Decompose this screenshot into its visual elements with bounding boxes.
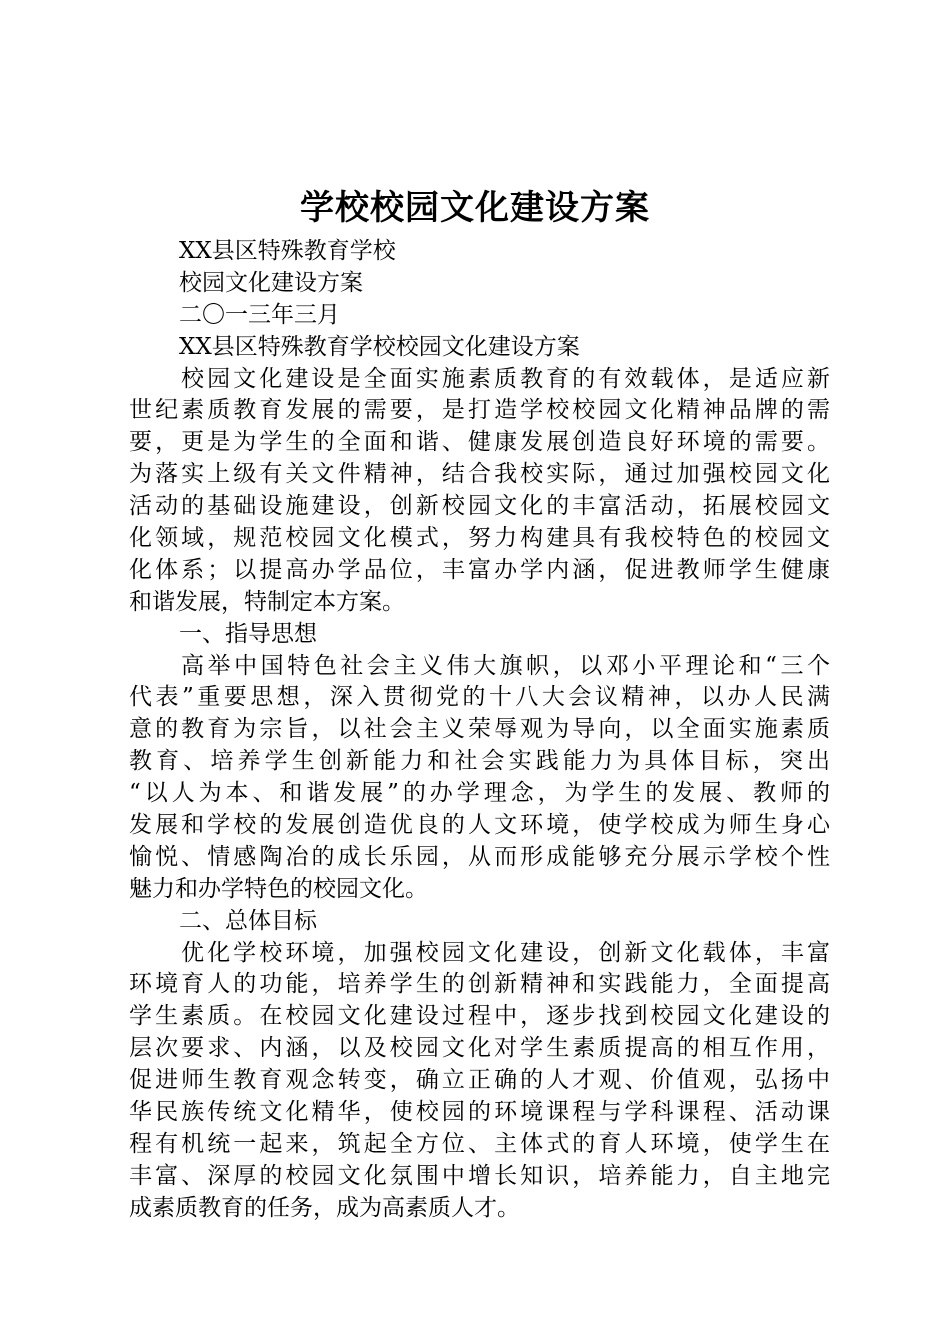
section1-line: 愉悦、情感陶冶的成长乐园，从而形成能够充分展示学校个性	[129, 843, 830, 870]
section1-line: 发展和学校的发展创造优良的人文环境，使学校成为师生身心	[129, 812, 830, 839]
intro-line: 为落实上级有关文件精神，结合我校实际，通过加强校园文化	[129, 461, 830, 488]
date-line: 二〇一三年三月	[179, 301, 340, 328]
section2-line: 华民族传统文化精华，使校园的环境课程与学科课程、活动课	[129, 1099, 830, 1126]
school-name-line: XX县区特殊教育学校	[179, 238, 396, 264]
section2-line: 环境育人的功能，培养学生的创新精神和实践能力，全面提高	[129, 971, 830, 998]
section1-line: “以人为本、和谐发展”的办学理念，为学生的发展、教师的	[129, 780, 830, 807]
full-title-line: XX县区特殊教育学校校园文化建设方案	[179, 333, 580, 360]
section2-line: 促进师生教育观念转变，确立正确的人才观、价值观，弘扬中	[129, 1067, 830, 1094]
section1-line: 高举中国特色社会主义伟大旗帜，以邓小平理论和“三个	[181, 652, 830, 679]
section2-line: 学生素质。在校园文化建设过程中，逐步找到校园文化建设的	[129, 1003, 830, 1030]
section2-line: 成素质教育的任务，成为高素质人才。	[129, 1194, 520, 1221]
section1-line: 意的教育为宗旨，以社会主义荣辱观为导向，以全面实施素质	[129, 716, 830, 743]
section-heading-guiding-thought: 一、指导思想	[179, 620, 317, 647]
section1-line: 魅力和办学特色的校园文化。	[129, 875, 428, 902]
intro-line: 要，更是为学生的全面和谐、健康发展创造良好环境的需要。	[129, 429, 830, 456]
section1-line: 教育、培养学生创新能力和社会实践能力为具体目标，突出	[129, 748, 830, 775]
intro-line: 和谐发展，特制定本方案。	[129, 588, 405, 615]
section2-line: 层次要求、内涵，以及校园文化对学生素质提高的相互作用，	[129, 1035, 830, 1062]
intro-line: 化体系；以提高办学品位，丰富办学内涵，促进教师学生健康	[129, 556, 830, 583]
section2-line: 程有机统一起来，筑起全方位、主体式的育人环境，使学生在	[129, 1130, 830, 1157]
section-heading-overall-goal: 二、总体目标	[179, 907, 317, 934]
plan-name-line: 校园文化建设方案	[179, 269, 363, 296]
document-title: 学校校园文化建设方案	[300, 188, 650, 228]
intro-line: 校园文化建设是全面实施素质教育的有效载体，是适应新	[181, 365, 830, 392]
document-body	[129, 236, 830, 1225]
section1-line: 代表”重要思想，深入贯彻党的十八大会议精神，以办人民满	[129, 684, 830, 711]
intro-line: 化领域，规范校园文化模式，努力构建具有我校特色的校园文	[129, 525, 830, 552]
intro-line: 活动的基础设施建设，创新校园文化的丰富活动，拓展校园文	[129, 493, 830, 520]
section2-line: 优化学校环境，加强校园文化建设，创新文化载体，丰富	[181, 939, 830, 966]
section2-line: 丰富、深厚的校园文化氛围中增长知识，培养能力，自主地完	[129, 1162, 830, 1189]
intro-line: 世纪素质教育发展的需要，是打造学校校园文化精神品牌的需	[129, 397, 830, 424]
